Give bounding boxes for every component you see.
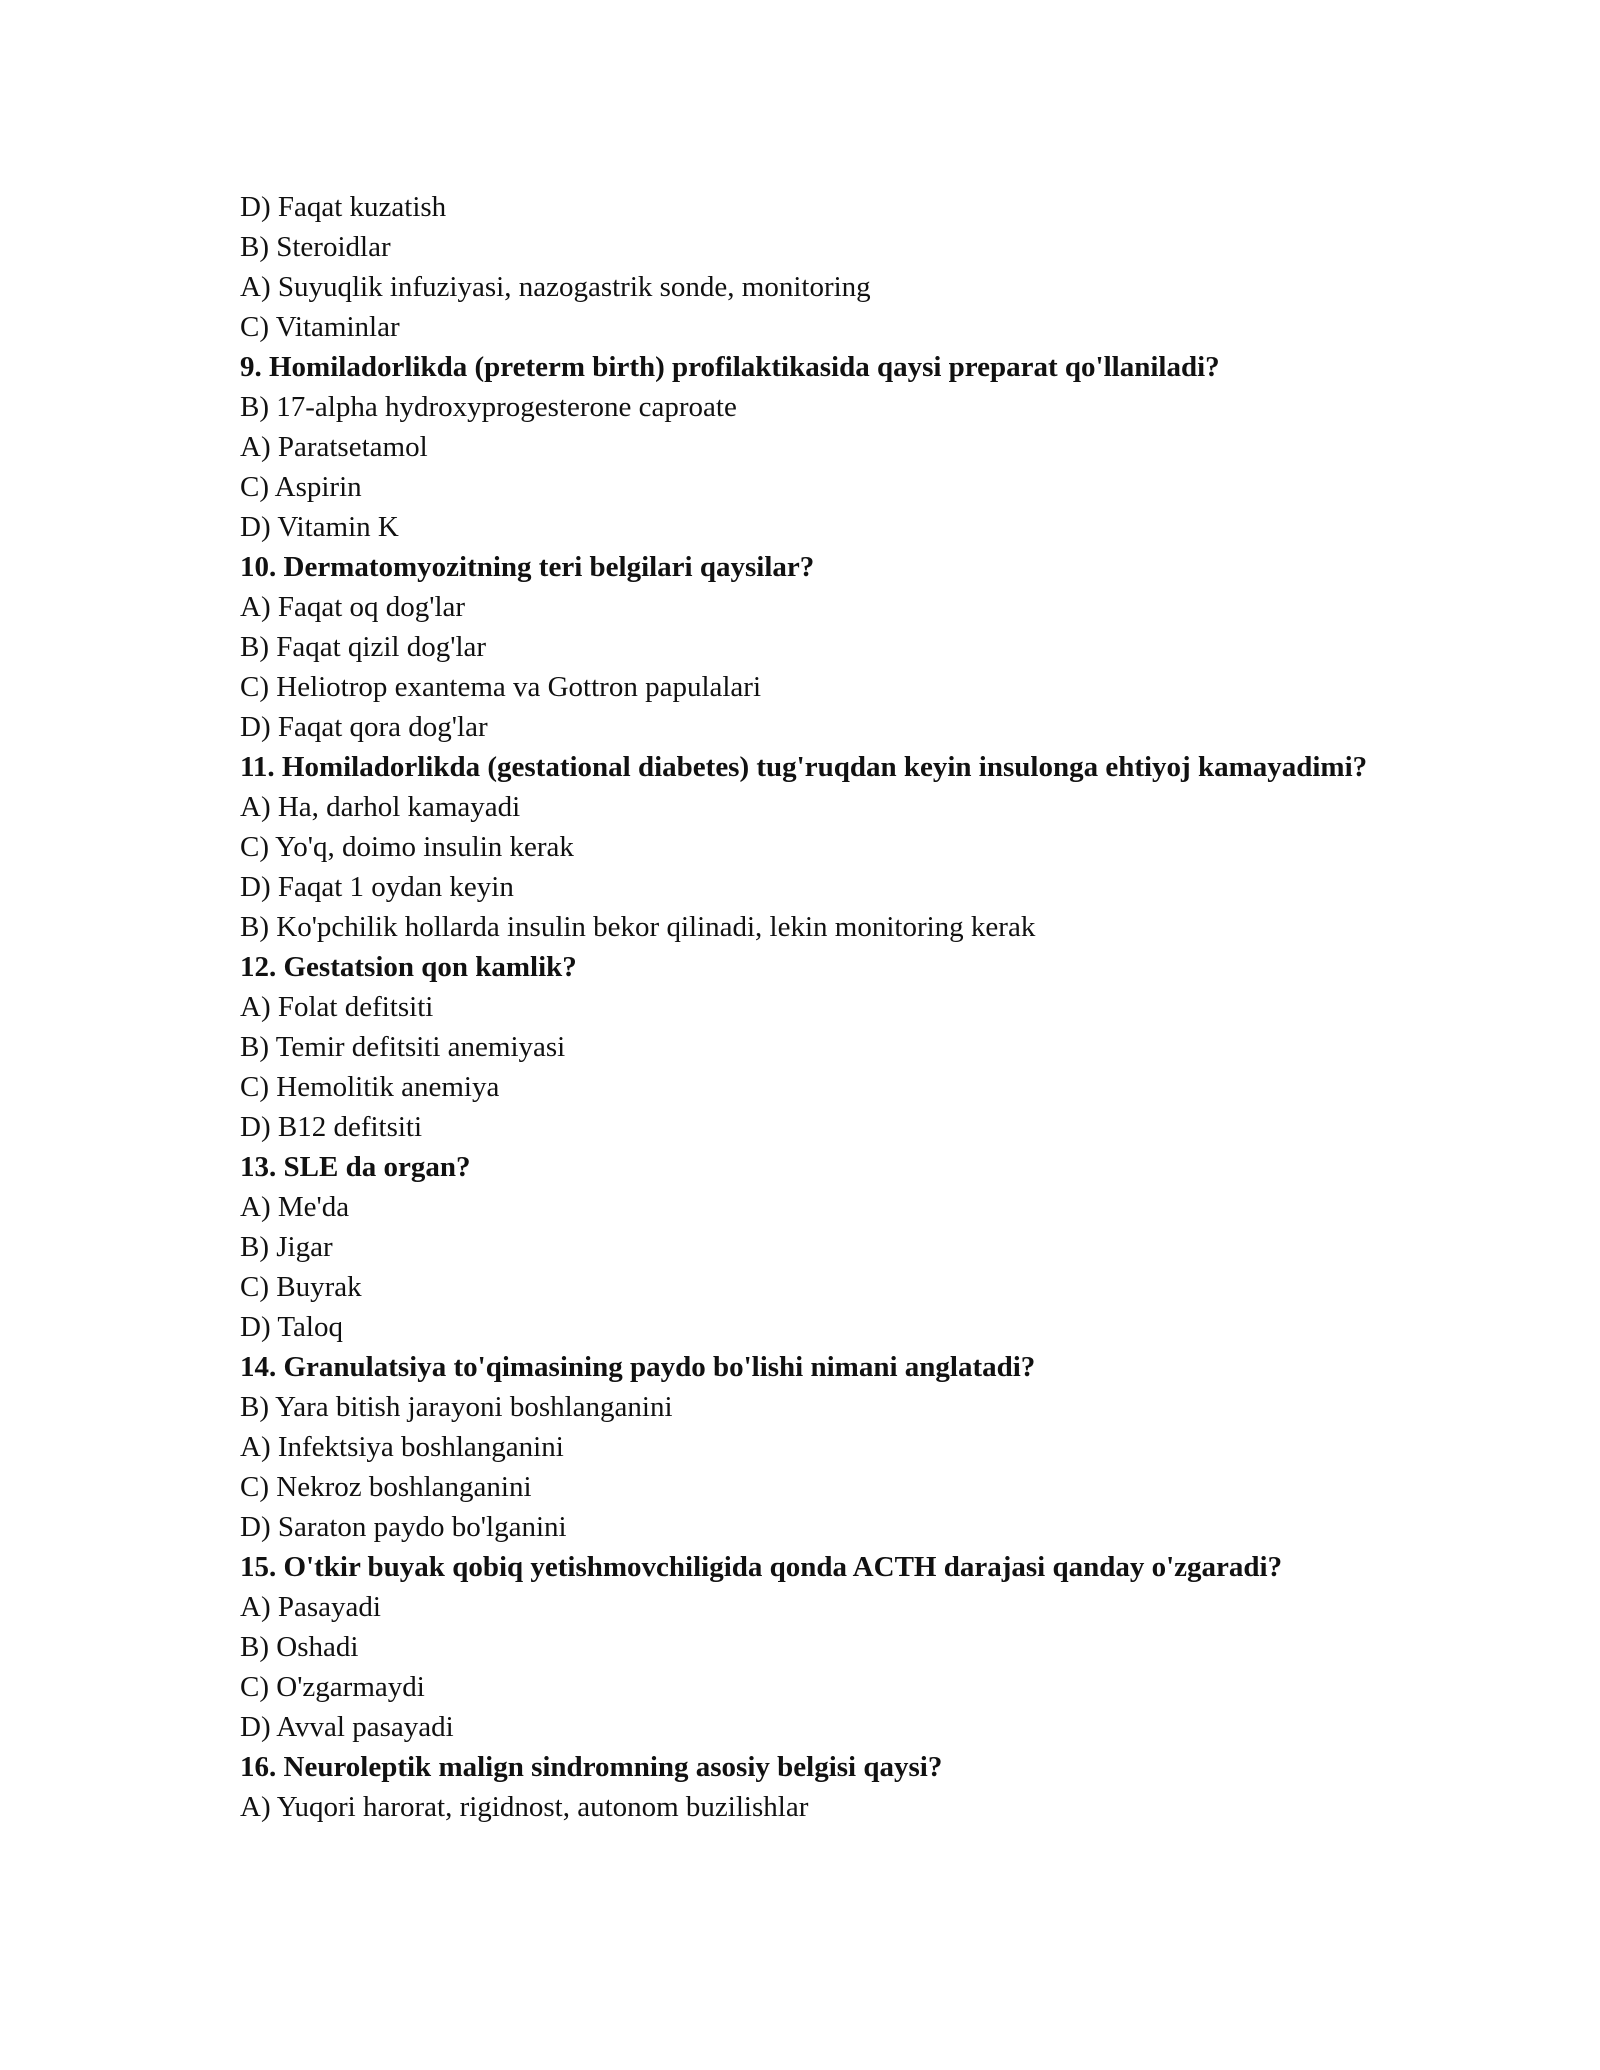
answer-option: C) O'zgarmaydi bbox=[240, 1671, 425, 1703]
answer-option: D) Faqat qora dog'lar bbox=[240, 711, 488, 743]
question-text: 13. SLE da organ? bbox=[240, 1151, 471, 1183]
answer-option: C) Nekroz boshlanganini bbox=[240, 1471, 532, 1503]
answer-option: C) Vitaminlar bbox=[240, 311, 400, 343]
answer-option: C) Aspirin bbox=[240, 471, 362, 503]
question-text: 12. Gestatsion qon kamlik? bbox=[240, 951, 577, 983]
answer-option: B) Oshadi bbox=[240, 1631, 359, 1663]
question-text: 9. Homiladorlikda (preterm birth) profilaktikasida qaysi preparat qo'llaniladi? bbox=[240, 351, 1220, 383]
answer-option: A) Suyuqlik infuziyasi, nazogastrik sonde, monitoring bbox=[240, 271, 871, 303]
answer-option: D) B12 defitsiti bbox=[240, 1111, 423, 1143]
question-text: 16. Neuroleptik malign sindromning asosiy belgisi qaysi? bbox=[240, 1751, 943, 1783]
answer-option: D) Avval pasayadi bbox=[240, 1711, 454, 1743]
answer-option: C) Hemolitik anemiya bbox=[240, 1071, 500, 1103]
answer-option: B) Jigar bbox=[240, 1231, 333, 1263]
answer-option: A) Folat defitsiti bbox=[240, 991, 434, 1023]
answer-option: B) Temir defitsiti anemiyasi bbox=[240, 1031, 566, 1063]
answer-option: A) Yuqori harorat, rigidnost, autonom buzilishlar bbox=[240, 1791, 809, 1823]
answer-option: A) Infektsiya boshlanganini bbox=[240, 1431, 564, 1463]
answer-option: A) Faqat oq dog'lar bbox=[240, 591, 466, 623]
document-page bbox=[240, 187, 1420, 1827]
answer-option: D) Saraton paydo bo'lganini bbox=[240, 1511, 567, 1543]
answer-option: B) 17-alpha hydroxyprogesterone caproate bbox=[240, 391, 737, 423]
answer-option: C) Yo'q, doimo insulin kerak bbox=[240, 831, 574, 863]
answer-option: D) Faqat 1 oydan keyin bbox=[240, 871, 514, 903]
answer-option: A) Ha, darhol kamayadi bbox=[240, 791, 521, 823]
question-text: 10. Dermatomyozitning teri belgilari qaysilar? bbox=[240, 551, 815, 583]
answer-option: D) Vitamin K bbox=[240, 511, 399, 543]
answer-option: A) Pasayadi bbox=[240, 1591, 381, 1623]
question-text: 11. Homiladorlikda (gestational diabetes) tug'ruqdan keyin insulonga ehtiyoj kamayadimi? bbox=[240, 751, 1368, 783]
question-text: 15. O'tkir buyak qobiq yetishmovchiligida qonda ACTH darajasi qanday o'zgaradi? bbox=[240, 1551, 1283, 1583]
answer-option: B) Faqat qizil dog'lar bbox=[240, 631, 487, 663]
answer-option: B) Steroidlar bbox=[240, 231, 391, 263]
answer-option: D) Faqat kuzatish bbox=[240, 191, 447, 223]
question-text: 14. Granulatsiya to'qimasining paydo bo'lishi nimani anglatadi? bbox=[240, 1351, 1036, 1383]
answer-option: A) Paratsetamol bbox=[240, 431, 428, 463]
answer-option: B) Ko'pchilik hollarda insulin bekor qilinadi, lekin monitoring kerak bbox=[240, 911, 1036, 943]
answer-option: A) Me'da bbox=[240, 1191, 350, 1223]
answer-option: C) Heliotrop exantema va Gottron papulalari bbox=[240, 671, 762, 703]
answer-option: B) Yara bitish jarayoni boshlanganini bbox=[240, 1391, 673, 1423]
answer-option: C) Buyrak bbox=[240, 1271, 362, 1303]
answer-option: D) Taloq bbox=[240, 1311, 343, 1343]
